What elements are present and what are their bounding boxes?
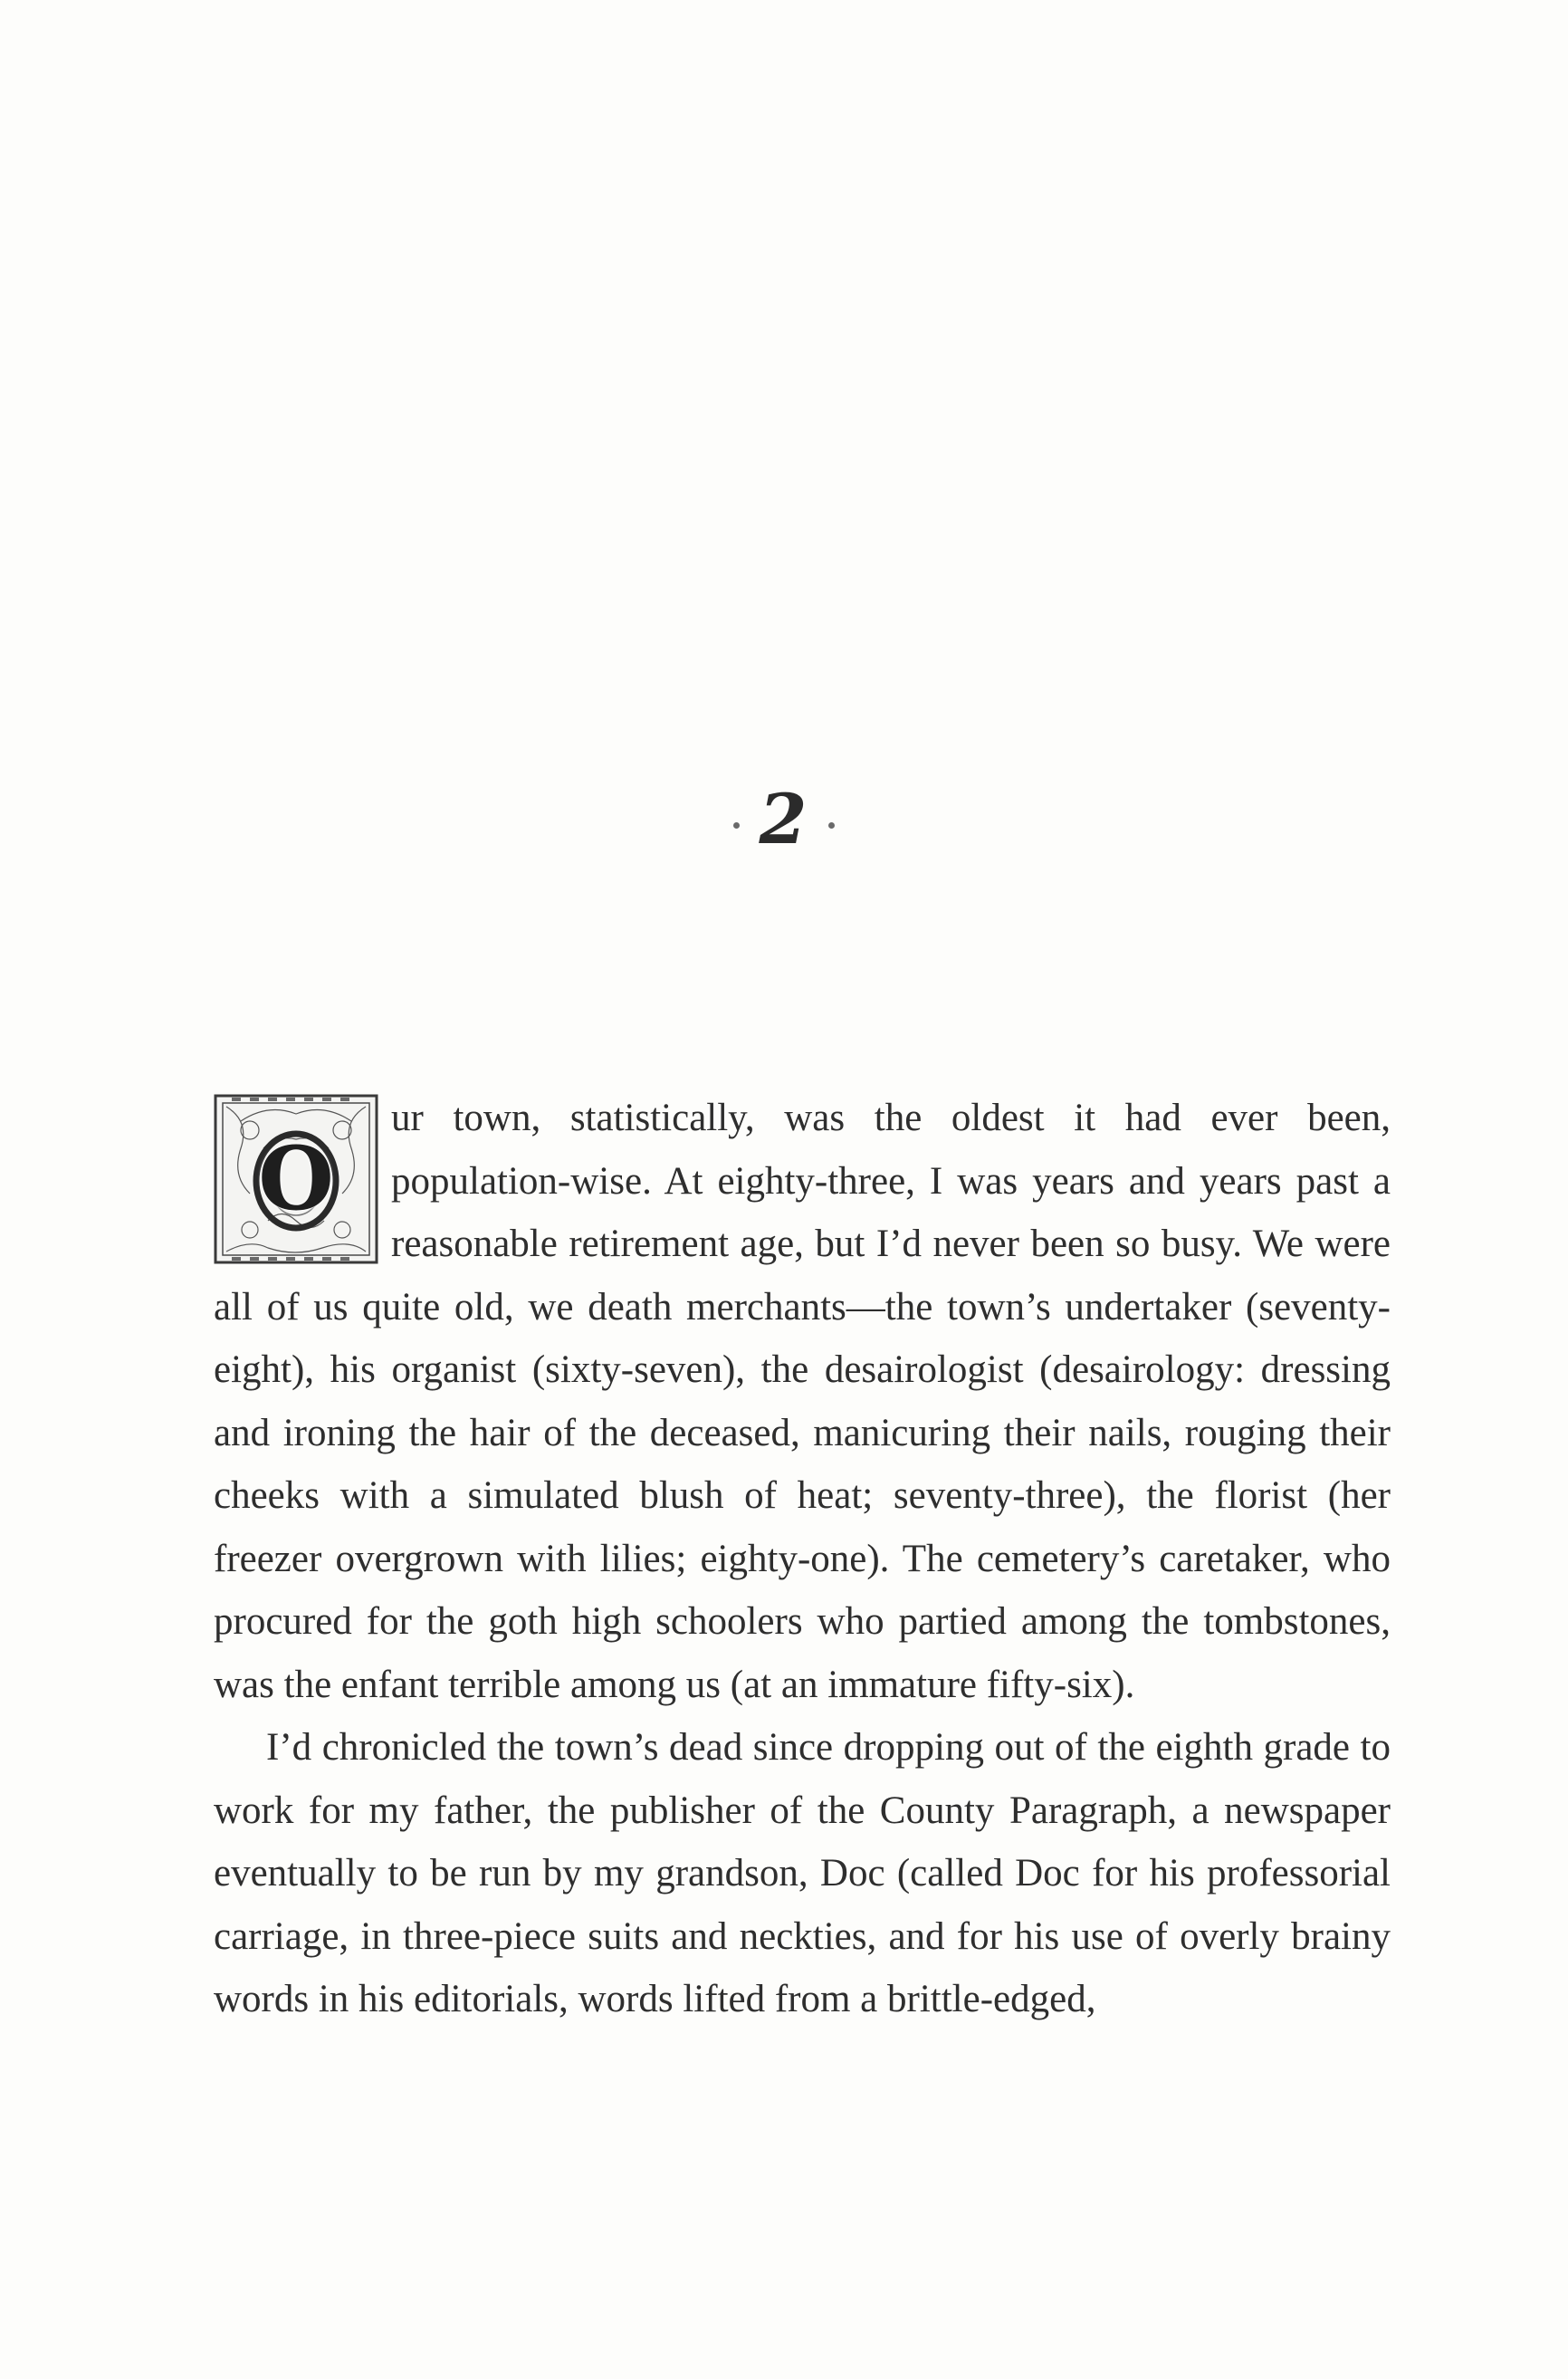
paragraph-2: I’d chronicled the town’s dead since dropping out of the eighth grade to work for my father, the publisher of the County Paragraph, a newspaper eventually to be run by my grandson, Doc (called Doc for his professorial carriage, in three-piece suits and neckties, and for his use of overly brainy words in his editorials, words lifted from a brittle-edged, [214, 1726, 1391, 2020]
chapter-number: 2 [759, 779, 809, 859]
body-text [214, 1087, 1391, 2031]
ornament-dot-right [828, 822, 835, 829]
drop-cap-ornament [214, 1094, 378, 1264]
drop-cap-letter: O [258, 1127, 334, 1231]
ornament-dot-left [733, 822, 740, 829]
paragraph-1 [214, 1087, 1391, 1716]
chapter-heading [0, 779, 1568, 859]
paragraph-1-text: town, statistically, was the oldest it had ever been, population-wise. At eighty-three, I was years and years past a reasonable retirement age, but I’d never been so busy. We were all of us quite old, we death merchants—the town’s undertaker (seventy-eight), his organist (sixty-seven), the desairologist (desairology: dressing and ironing the hair of the deceased, manicuring their nails, rouging their cheeks with a simulated blush of heat; seventy-three), the florist (her freezer overgrown with lilies; eighty-one). The cemetery’s caretaker, who procured for the goth high schoolers who partied among the tombstones, was the enfant terrible among us (at an immature fifty-six). [214, 1097, 1391, 1706]
paragraph-1-first-word-rest: ur [391, 1097, 424, 1139]
